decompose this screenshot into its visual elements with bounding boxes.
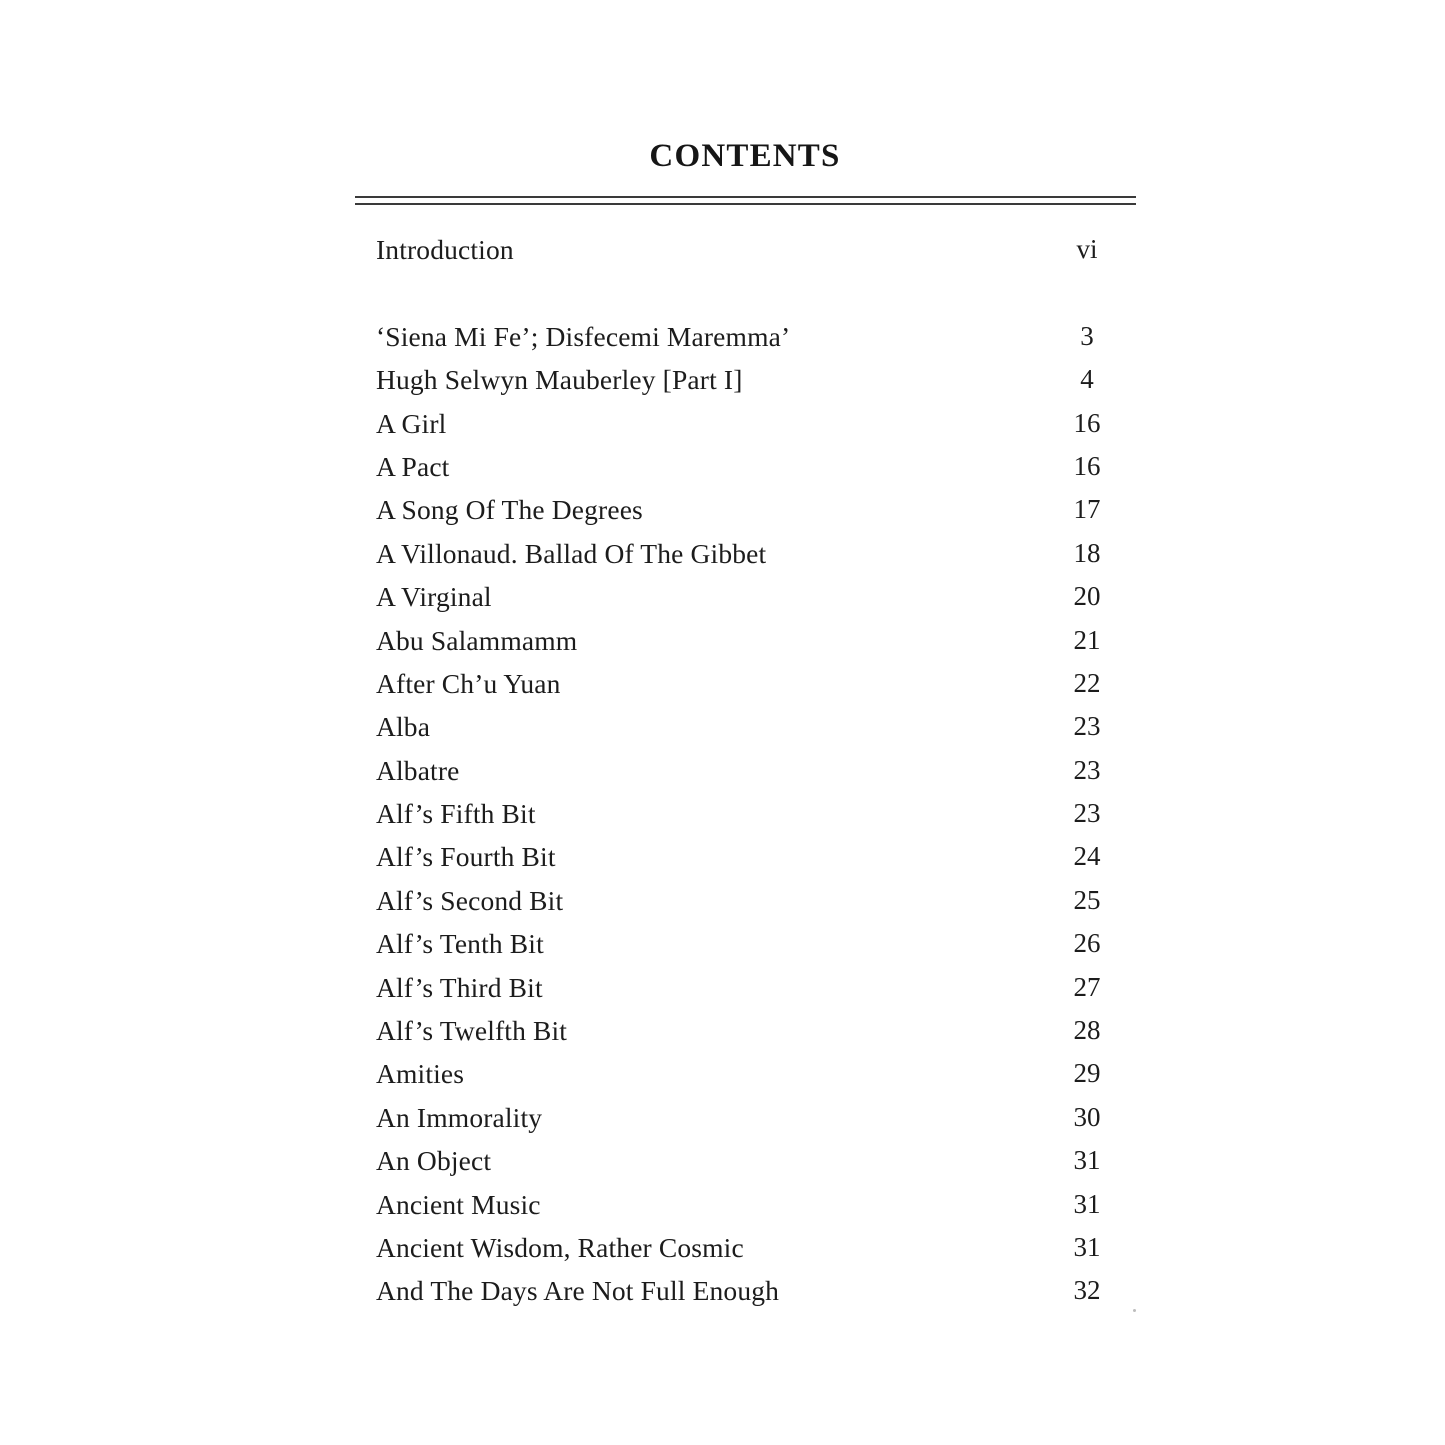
toc-entry-page-number: 25	[1073, 884, 1101, 915]
toc-entry[interactable]	[376, 792, 1118, 835]
toc-entry-page-number: 30	[1073, 1101, 1101, 1132]
toc-entry-title: After Ch’u Yuan	[376, 667, 561, 699]
toc-entry-page-number: 28	[1073, 1015, 1101, 1046]
toc-entry-title: Ancient Wisdom, Rather Cosmic	[376, 1231, 744, 1263]
heading-divider	[355, 196, 1136, 205]
toc-entry-page-number: 16	[1073, 450, 1101, 481]
toc-entry-page-number: 16	[1073, 407, 1101, 438]
divider-line-top	[355, 196, 1136, 198]
toc-entry-page-number: 21	[1073, 624, 1101, 655]
toc-entry[interactable]	[376, 315, 1118, 358]
toc-entry-title: Alba	[376, 711, 431, 743]
toc-entry-page-number: 3	[1080, 320, 1094, 351]
toc-entry-title: And The Days Are Not Full Enough	[376, 1275, 780, 1307]
toc-entry[interactable]	[376, 662, 1118, 705]
toc-entry[interactable]	[376, 922, 1118, 965]
toc-entry-title: An Immorality	[376, 1101, 543, 1133]
toc-entry-page-number: 20	[1073, 581, 1101, 612]
table-of-contents-list	[376, 228, 1118, 1313]
toc-entry-title: Abu Salammamm	[376, 624, 578, 656]
toc-entry-title: Alf’s Third Bit	[376, 971, 543, 1003]
page-title: CONTENTS	[649, 138, 841, 174]
toc-entry-title: Alf’s Fifth Bit	[376, 798, 536, 830]
toc-entry[interactable]	[376, 1269, 1118, 1312]
toc-entry[interactable]	[376, 488, 1118, 531]
toc-entry-title: Alf’s Second Bit	[376, 884, 564, 916]
toc-entry[interactable]	[376, 705, 1118, 748]
toc-entry-page-number: 31	[1073, 1145, 1101, 1176]
toc-entry-page-number: 32	[1073, 1275, 1101, 1306]
toc-entry[interactable]	[376, 1009, 1118, 1052]
toc-entry[interactable]	[376, 966, 1118, 1009]
toc-entry-page-number: 27	[1073, 971, 1101, 1002]
toc-entry-title: Hugh Selwyn Mauberley [Part I]	[376, 364, 743, 396]
toc-entry-page-number: 24	[1073, 841, 1101, 872]
toc-entry-title: Alf’s Tenth Bit	[376, 928, 544, 960]
toc-entry-page-number: 4	[1080, 364, 1094, 395]
toc-entry[interactable]	[376, 358, 1118, 401]
toc-entry[interactable]	[376, 445, 1118, 488]
toc-entry-page-number: 23	[1073, 754, 1101, 785]
toc-entry-title: A Song Of The Degrees	[376, 494, 643, 526]
toc-entry-page-number: 31	[1073, 1188, 1101, 1219]
toc-entry-title: A Villonaud. Ballad Of The Gibbet	[376, 537, 767, 569]
toc-entry[interactable]	[376, 532, 1118, 575]
scan-artifact-speck	[1133, 1309, 1136, 1312]
toc-entry-title: An Object	[376, 1145, 492, 1177]
toc-entry-title: Introduction	[376, 234, 514, 265]
toc-entry[interactable]	[376, 835, 1118, 878]
toc-entry[interactable]	[376, 1183, 1118, 1226]
toc-entry-title: ‘Siena Mi Fe’; Disfecemi Maremma’	[376, 320, 791, 352]
toc-entry-page-number: 23	[1073, 798, 1101, 829]
toc-entry-page-number: vi	[1076, 234, 1098, 264]
toc-entry-page-number: 23	[1073, 711, 1101, 742]
toc-entry[interactable]	[376, 1226, 1118, 1269]
toc-entry-title: A Girl	[376, 407, 447, 439]
toc-entry-page-number: 29	[1073, 1058, 1101, 1089]
toc-entry-title: Albatre	[376, 754, 460, 786]
toc-entry-page-number: 22	[1073, 667, 1101, 698]
toc-entry-page-number: 31	[1073, 1231, 1101, 1262]
toc-entry-title: Ancient Music	[376, 1188, 541, 1220]
toc-entry-title: A Virginal	[376, 581, 492, 613]
toc-entry-title: Alf’s Twelfth Bit	[376, 1015, 568, 1047]
toc-entry-title: A Pact	[376, 450, 450, 482]
toc-entry[interactable]	[376, 1096, 1118, 1139]
toc-entry[interactable]	[376, 619, 1118, 662]
toc-entry[interactable]	[376, 749, 1118, 792]
toc-entry[interactable]	[376, 575, 1118, 618]
toc-entry[interactable]	[376, 1052, 1118, 1095]
toc-entry-page-number: 26	[1073, 928, 1101, 959]
toc-entry-title: Amities	[376, 1058, 465, 1090]
toc-entry-title: Alf’s Fourth Bit	[376, 841, 556, 873]
toc-entry[interactable]	[376, 402, 1118, 445]
toc-entry[interactable]	[376, 879, 1118, 922]
divider-line-bottom	[355, 203, 1136, 205]
toc-entry[interactable]	[376, 1139, 1118, 1182]
toc-entry-page-number: 18	[1073, 537, 1101, 568]
toc-entry-page-number: 17	[1073, 494, 1101, 525]
toc-entry[interactable]	[376, 228, 1118, 271]
